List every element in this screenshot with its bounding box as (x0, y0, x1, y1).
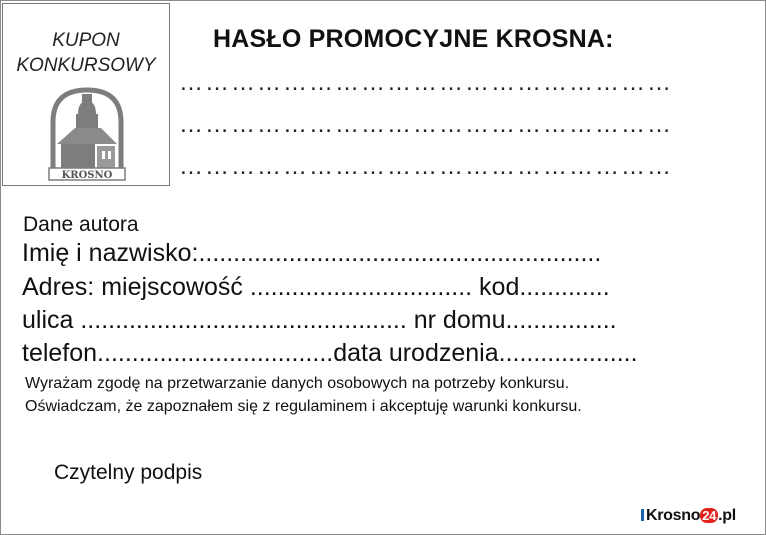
headline: HASŁO PROMOCYJNE KROSNA: (213, 25, 614, 53)
brand-mark-icon (641, 509, 644, 521)
phone-birthdate-field[interactable]: telefon..................................data urodzenia.................... (22, 339, 638, 367)
street-field[interactable]: ulica ............................................... nr domu................ (22, 306, 617, 334)
name-field[interactable]: Imię i nazwisko:.......................................................... (22, 239, 602, 267)
coupon-label-line2: KONKURSOWY (16, 55, 156, 76)
slogan-line-3[interactable]: ………………………………………………… (179, 153, 673, 180)
coupon-label-line1: KUPON (52, 30, 120, 51)
brand-name: Krosno (646, 507, 701, 524)
author-section-label: Dane autora (23, 213, 139, 236)
signature-label: Czytelny podpis (54, 461, 203, 484)
brand-domain: .pl (718, 507, 736, 524)
brand-number: 24 (702, 508, 717, 523)
brand-logo (641, 507, 736, 525)
logo-text: KROSNO (61, 170, 113, 181)
consent-text-2: Oświadczam, że zapoznałem się z regulaminem i akceptuję warunki konkursu. (25, 398, 582, 415)
slogan-line-1[interactable]: ………………………………………………… (179, 69, 673, 96)
address-field[interactable]: Adres: miejscowość ................................ kod............. (22, 273, 610, 301)
coupon-label (3, 28, 169, 78)
consent-text-1: Wyrażam zgodę na przetwarzanie danych osobowych na potrzeby konkursu. (25, 375, 570, 392)
coupon-logo-box (2, 3, 170, 186)
krosno-church-logo-icon (45, 84, 129, 184)
slogan-line-2[interactable]: ………………………………………………… (179, 111, 673, 138)
